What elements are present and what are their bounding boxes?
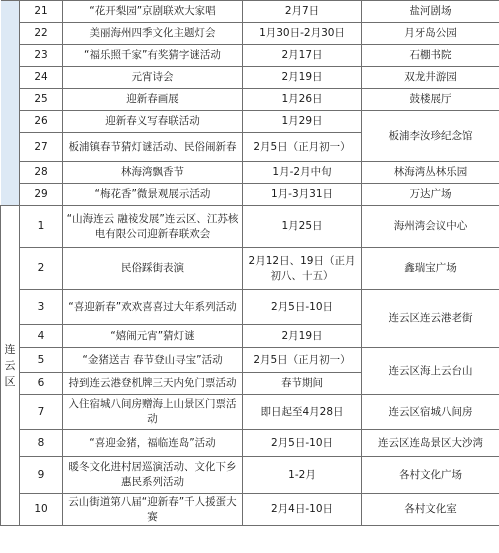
table-row bbox=[1, 1, 499, 23]
event-date: 2月5日-10日 bbox=[243, 290, 362, 325]
event-name: “喜迎金猪，福临连岛”活动 bbox=[63, 430, 243, 457]
table-row bbox=[1, 430, 499, 457]
event-name: “喜迎新春”欢欢喜喜过大年系列活动 bbox=[63, 290, 243, 325]
event-date: 1月30日-2月30日 bbox=[243, 23, 362, 45]
event-venue: 盐河剧场 bbox=[362, 1, 499, 23]
row-number: 6 bbox=[20, 373, 63, 395]
region-cell-blank bbox=[1, 1, 20, 206]
event-venue: 鑫瑞宝广场 bbox=[362, 248, 499, 290]
table-row bbox=[1, 162, 499, 184]
event-name: 迎新春义写春联活动 bbox=[63, 111, 243, 133]
event-name: 美丽海州四季文化主题灯会 bbox=[63, 23, 243, 45]
event-venue: 连云区宿城八间房 bbox=[362, 395, 499, 430]
region-label-text: 连云区 bbox=[4, 342, 16, 388]
event-name: “梅花香”微景观展示活动 bbox=[63, 184, 243, 206]
event-venue: 鼓楼展厅 bbox=[362, 89, 499, 111]
region-label bbox=[1, 206, 20, 526]
row-number: 8 bbox=[20, 430, 63, 457]
event-name: “嬉闹元宵”猜灯谜 bbox=[63, 325, 243, 348]
row-number: 26 bbox=[20, 111, 63, 133]
event-venue: 月牙岛公园 bbox=[362, 23, 499, 45]
event-date: 1月29日 bbox=[243, 111, 362, 133]
row-number: 9 bbox=[20, 457, 63, 494]
row-number: 5 bbox=[20, 348, 63, 373]
table-row bbox=[1, 290, 499, 325]
event-name: 迎新春画展 bbox=[63, 89, 243, 111]
table-row bbox=[1, 67, 499, 89]
event-name: “金猪送吉 春节登山寻宝”活动 bbox=[63, 348, 243, 373]
event-venue: 各村文化广场 bbox=[362, 457, 499, 494]
event-date: 春节期间 bbox=[243, 373, 362, 395]
table-row bbox=[1, 494, 499, 526]
table-row bbox=[1, 395, 499, 430]
event-date: 1月26日 bbox=[243, 89, 362, 111]
event-date: 1月-2月中旬 bbox=[243, 162, 362, 184]
row-number: 24 bbox=[20, 67, 63, 89]
row-number: 4 bbox=[20, 325, 63, 348]
table-row bbox=[1, 184, 499, 206]
table-row bbox=[1, 457, 499, 494]
event-date: 2月5日（正月初一） bbox=[243, 348, 362, 373]
event-name: 板浦镇春节猜灯谜活动、民俗闹新春 bbox=[63, 133, 243, 162]
event-venue: 石棚书院 bbox=[362, 45, 499, 67]
event-name: 民俗踩街表演 bbox=[63, 248, 243, 290]
event-date: 2月5日-10日 bbox=[243, 430, 362, 457]
table-row bbox=[1, 23, 499, 45]
event-name: 云山街道第八届“迎新春”千人援蛋大赛 bbox=[63, 494, 243, 526]
event-name: “花开梨园”京剧联欢大家唱 bbox=[63, 1, 243, 23]
event-venue: 各村文化室 bbox=[362, 494, 499, 526]
event-venue: 海州湾会议中心 bbox=[362, 206, 499, 248]
table-row bbox=[1, 45, 499, 67]
event-venue: 连云区连岛景区大沙湾 bbox=[362, 430, 499, 457]
table-row bbox=[1, 89, 499, 111]
row-number: 22 bbox=[20, 23, 63, 45]
event-date: 2月4日-10日 bbox=[243, 494, 362, 526]
event-name: 入住宿城八间房赠海上山景区门票活动 bbox=[63, 395, 243, 430]
event-date: 1月-3月31日 bbox=[243, 184, 362, 206]
row-number: 23 bbox=[20, 45, 63, 67]
event-venue: 万达广场 bbox=[362, 184, 499, 206]
table-row bbox=[1, 206, 499, 248]
row-number: 25 bbox=[20, 89, 63, 111]
table-row bbox=[1, 111, 499, 133]
event-name: “福乐照千家”有奖猜字谜活动 bbox=[63, 45, 243, 67]
event-venue: 连云区海上云台山 bbox=[362, 348, 499, 395]
row-number: 10 bbox=[20, 494, 63, 526]
table-row bbox=[1, 248, 499, 290]
event-venue: 双龙井游园 bbox=[362, 67, 499, 89]
row-number: 1 bbox=[20, 206, 63, 248]
event-date: 2月5日（正月初一） bbox=[243, 133, 362, 162]
row-number: 28 bbox=[20, 162, 63, 184]
event-name: 元宵诗会 bbox=[63, 67, 243, 89]
event-venue: 板浦李汝珍纪念馆 bbox=[362, 111, 499, 162]
event-date: 即日起至4月28日 bbox=[243, 395, 362, 430]
event-date: 2月19日 bbox=[243, 325, 362, 348]
table-row bbox=[1, 348, 499, 373]
event-venue: 林海湾丛林乐园 bbox=[362, 162, 499, 184]
row-number: 27 bbox=[20, 133, 63, 162]
event-date: 1-2月 bbox=[243, 457, 362, 494]
event-date: 2月7日 bbox=[243, 1, 362, 23]
event-date: 2月12日、19日（正月初八、十五） bbox=[243, 248, 362, 290]
row-number: 2 bbox=[20, 248, 63, 290]
row-number: 21 bbox=[20, 1, 63, 23]
event-name: 持到连云港登机牌三天内免门票活动 bbox=[63, 373, 243, 395]
row-number: 29 bbox=[20, 184, 63, 206]
event-name: 林海湾飘香节 bbox=[63, 162, 243, 184]
event-name: “山海连云 融祾发展”连云区、江苏核电有限公司迎新春联欢会 bbox=[63, 206, 243, 248]
event-date: 2月19日 bbox=[243, 67, 362, 89]
event-name: 暖冬文化进村居巡演活动、文化下乡惠民系列活动 bbox=[63, 457, 243, 494]
event-date: 1月25日 bbox=[243, 206, 362, 248]
event-venue: 连云区连云港老街 bbox=[362, 290, 499, 348]
row-number: 3 bbox=[20, 290, 63, 325]
event-date: 2月17日 bbox=[243, 45, 362, 67]
row-number: 7 bbox=[20, 395, 63, 430]
